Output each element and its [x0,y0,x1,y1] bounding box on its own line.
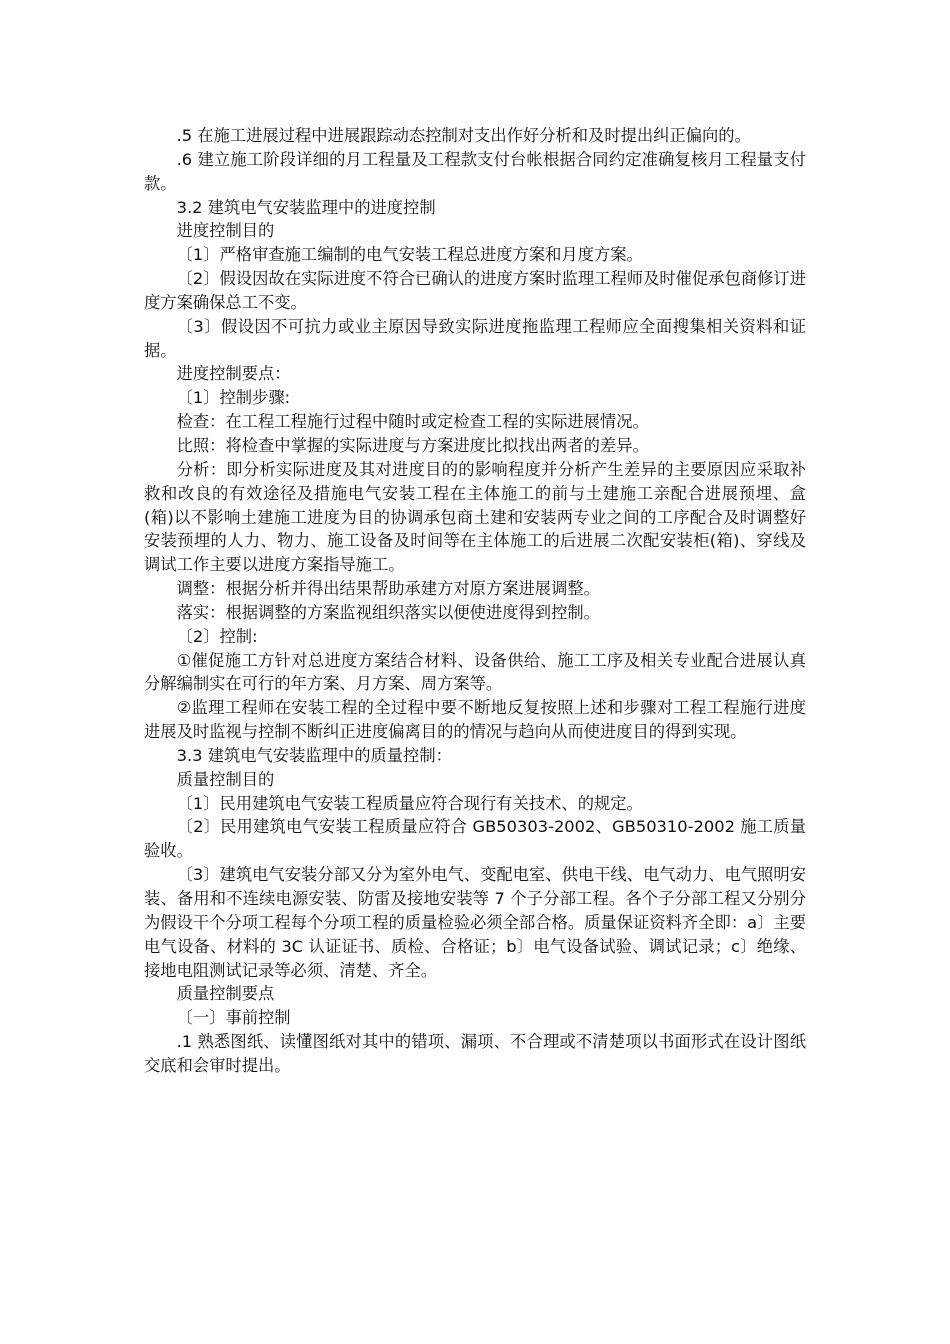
subheading: 进度控制目的 [176,221,275,241]
paragraph: 落实：根据调整的方案监视组织落实以便使进度得到控制。 [176,602,600,622]
paragraph: 〔1〕严格审查施工编制的电气安装工程总进度方案和月度方案。 [176,245,643,265]
subheading: 质量控制要点 [176,984,275,1004]
paragraph: .5 在施工进展过程中进展跟踪动态控制对支出作好分析和及时提出纠正偏向的。 [176,126,751,145]
paragraph: 〔3〕建筑电气安装分部又分为室外电气、变配电室、供电干线、电气动力、电气照明安装、备用和不连续电源安装、防雷及接地安装等 7 个子分部工程。各个子分部工程又分别分为假设干个分项工程每个分项工程的质量检验必须全部合格。质量保证资料齐全即：a〕主要电气设备、材料的 3C 认证证书、质检、合格证；b〕电气设备试验、调试记录；c〕绝缘、接地电阻测试记录等必须、清楚、齐全。 [144,865,806,980]
paragraph: 〔1〕控制步骤: [176,388,291,408]
paragraph: 〔3〕假设因不可抗力或业主原因导致实际进度拖监理工程师应全面搜集相关资料和证据。 [144,316,806,360]
section-heading: 3.3 建筑电气安装监理中的质量控制： [176,745,452,765]
paragraph: 〔一〕事前控制 [176,1008,291,1028]
paragraph: 〔2〕控制: [176,626,258,646]
section-heading: 3.2 建筑电气安装监理中的进度控制 [176,197,436,217]
subheading: 质量控制目的 [176,769,275,789]
paragraph: 检查：在工程工程施行过程中随时或定检查工程的实际进展情况。 [176,412,649,432]
paragraph: 调整：根据分析并得出结果帮助承建方对原方案进展调整。 [176,579,600,599]
paragraph: 〔2〕民用建筑电气安装工程质量应符合 GB50303-2002、GB50310-2002 施工质量验收。 [144,817,806,861]
document-body [144,124,806,1078]
paragraph: 〔1〕民用建筑电气安装工程质量应符合现行有关技术、的规定。 [176,793,643,813]
paragraph: 比照：将检查中掌握的实际进度与方案进度比拟找出两者的差异。 [176,435,649,455]
paragraph: 分析：即分析实际进度及其对进度目的的影响程度并分析产生差异的主要原因应采取补救和改良的有效途径及措施电气安装工程在主体施工的前与土建施工亲配合进展预埋、盒(箱)以不影响土建施工进度为目的协调承包商土建和安装两专业之间的工序配合及时调整好安装预埋的人力、物力、施工设备及时间等在主体施工的后进展二次配安装柜(箱)、穿线及调试工作主要以进度方案指导施工。 [144,459,806,575]
paragraph: .6 建立施工阶段详细的月工程量及工程款支付台帐根据合同约定准确复核月工程量支付款。 [144,149,806,193]
paragraph: ①催促施工方针对总进度方案结合材料、设备供给、施工工序及相关专业配合进展认真分解编制实在可行的年方案、月方案、周方案等。 [144,650,806,694]
paragraph: 〔2〕假设因故在实际进度不符合已确认的进度方案时监理工程师及时催促承包商修订进度方案确保总工不变。 [144,269,806,312]
subheading: 进度控制要点： [176,364,291,384]
paragraph: ②监理工程师在安装工程的全过程中要不断地反复按照上述和步骤对工程工程施行进度进展及时监视与控制不断纠正进度偏离目的的情况与趋向从而使进度目的得到实现。 [144,698,806,742]
paragraph: .1 熟悉图纸、读懂图纸对其中的错项、漏项、不合理或不清楚项以书面形式在设计图纸交底和会审时提出。 [144,1032,806,1075]
